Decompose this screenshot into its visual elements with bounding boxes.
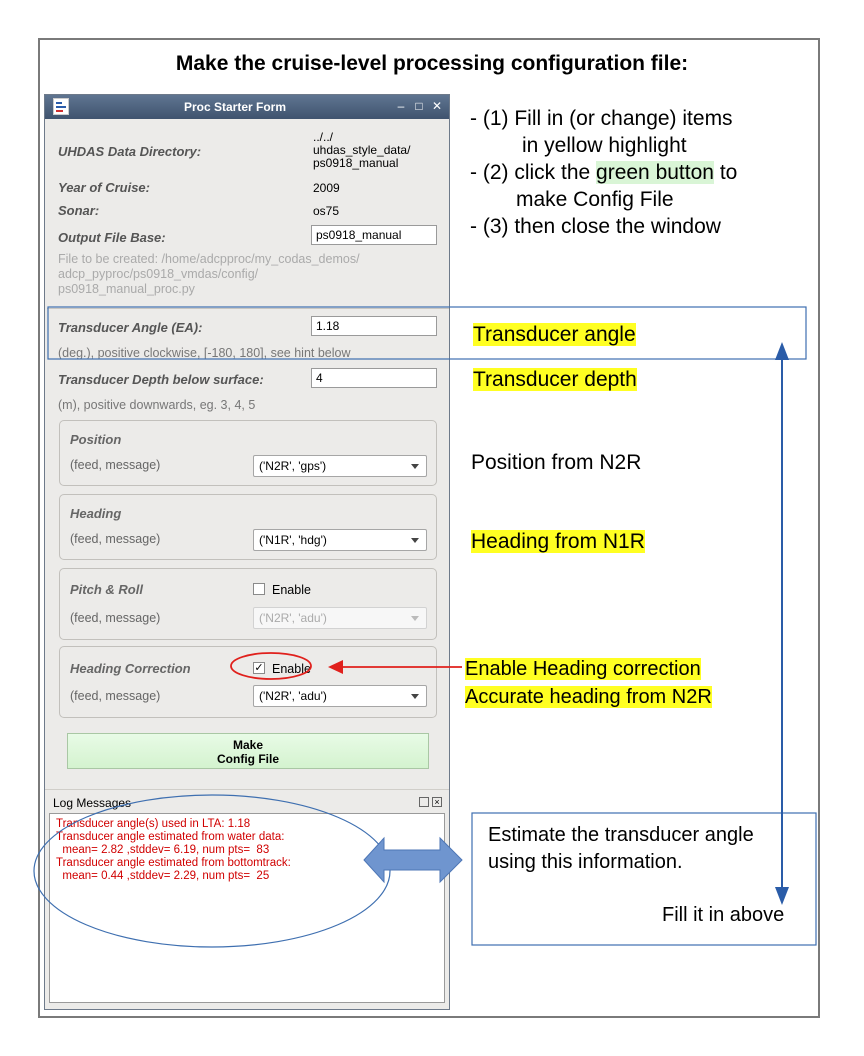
step-2-to: to — [719, 161, 738, 184]
red-arrowhead — [328, 660, 343, 674]
heading-select-value: ('N1R', 'hdg') — [259, 533, 327, 547]
transducer-depth-label: Transducer Depth below surface: — [58, 372, 264, 387]
file-hint-line: File to be created: /home/adcpproc/my_codas_demos/ — [58, 252, 360, 266]
estimate-note-line: using this information. — [488, 851, 683, 873]
transducer-angle-input[interactable]: 1.18 — [311, 316, 437, 336]
step-2-text: - (2) click the — [470, 161, 591, 184]
log-line: Transducer angle estimated from bottomtrack: — [56, 857, 291, 869]
log-title: Log Messages — [53, 796, 132, 810]
blue-arrowhead-up — [775, 342, 789, 360]
data-dir-line: uhdas_style_data/ — [313, 143, 411, 157]
heading-note — [471, 528, 645, 555]
log-line: Transducer angle(s) used in LTA: 1.18 — [56, 818, 251, 830]
step-2 — [470, 159, 737, 186]
position-note: Position from N2R — [471, 451, 642, 474]
sonar-value: os75 — [313, 204, 340, 218]
transducer-angle-callout-box — [48, 307, 806, 359]
pitch-roll-label: Pitch & Roll — [70, 582, 143, 597]
heading-correction-note-line: Enable Heading correction — [465, 658, 701, 680]
data-dir-label: UHDAS Data Directory: — [58, 144, 202, 159]
position-sublabel: (feed, message) — [70, 458, 161, 472]
close-dock-icon[interactable]: × — [432, 797, 442, 807]
instructions — [470, 105, 737, 240]
fill-it-note: Fill it in above — [662, 904, 785, 926]
file-hint-line: ps0918_manual_proc.py — [58, 282, 195, 296]
estimate-note — [488, 822, 754, 876]
position-label: Position — [70, 432, 122, 447]
sonar-label: Sonar: — [58, 203, 100, 218]
data-dir-line: ../../ — [313, 130, 334, 144]
heading-correction-label: Heading Correction — [70, 661, 191, 676]
output-base-input[interactable]: ps0918_manual — [311, 225, 437, 245]
pitch-roll-sublabel: (feed, message) — [70, 611, 161, 625]
heading-correction-select-value: ('N2R', 'adu') — [259, 689, 327, 703]
transducer-depth-note-text: Transducer depth — [473, 368, 637, 391]
heading-correction-enable-checkbox[interactable]: ✓ — [254, 662, 264, 674]
step-3: - (3) then close the window — [470, 215, 721, 238]
make-button-line: Config File — [217, 752, 279, 766]
heading-sublabel: (feed, message) — [70, 532, 161, 546]
pitch-roll-enable-label: Enable — [272, 583, 311, 597]
heading-note-text: Heading from N1R — [471, 530, 645, 553]
heading-correction-sublabel: (feed, message) — [70, 689, 161, 703]
heading-correction-note — [465, 655, 712, 711]
heading-label: Heading — [70, 506, 122, 521]
double-arrow — [364, 838, 462, 882]
output-base-label: Output File Base: — [58, 230, 166, 245]
data-dir-line: ps0918_manual — [313, 156, 399, 170]
maximize-icon[interactable]: □ — [415, 99, 423, 113]
estimate-note-line: Estimate the transducer angle — [488, 824, 754, 846]
log-line: Transducer angle estimated from water data: — [56, 831, 285, 843]
minimize-icon[interactable]: – — [397, 99, 405, 113]
log-line: mean= 2.82 ,stddev= 6.19, num pts= 83 — [56, 844, 270, 856]
window-title: Proc Starter Form — [183, 100, 287, 114]
transducer-angle-note-text: Transducer angle — [473, 323, 636, 346]
step-2-cont: make Config File — [516, 188, 674, 211]
green-button-text: green button — [596, 161, 714, 184]
log-line: mean= 0.44 ,stddev= 2.29, num pts= 25 — [56, 870, 270, 882]
step-1: - (1) Fill in (or change) items — [470, 107, 733, 130]
pitch-roll-select-value: ('N2R', 'adu') — [259, 611, 327, 625]
transducer-angle-hint: (deg.), positive clockwise, [-180, 180], see hint below — [58, 346, 351, 360]
transducer-depth-note — [473, 366, 637, 393]
transducer-depth-input[interactable]: 4 — [311, 368, 437, 388]
heading-correction-enable-label: Enable — [272, 662, 311, 676]
position-select-value: ('N2R', 'gps') — [259, 459, 327, 473]
transducer-angle-label: Transducer Angle (EA): — [58, 320, 203, 335]
file-hint-line: adcp_pyproc/ps0918_vmdas/config/ — [58, 267, 259, 281]
make-button-line: Make — [232, 738, 264, 752]
log-highlight-ellipse — [34, 795, 390, 947]
enable-highlight-ellipse — [231, 653, 311, 679]
year-value: 2009 — [313, 181, 340, 195]
heading-correction-note-line: Accurate heading from N2R — [465, 686, 712, 708]
transducer-depth-hint: (m), positive downwards, eg. 3, 4, 5 — [58, 398, 256, 412]
step-1-cont: in yellow highlight — [522, 134, 687, 157]
transducer-angle-note — [473, 321, 636, 348]
year-label: Year of Cruise: — [58, 180, 150, 195]
page-title: Make the cruise-level processing configuration file: — [175, 52, 689, 75]
close-icon[interactable]: ✕ — [431, 99, 443, 113]
